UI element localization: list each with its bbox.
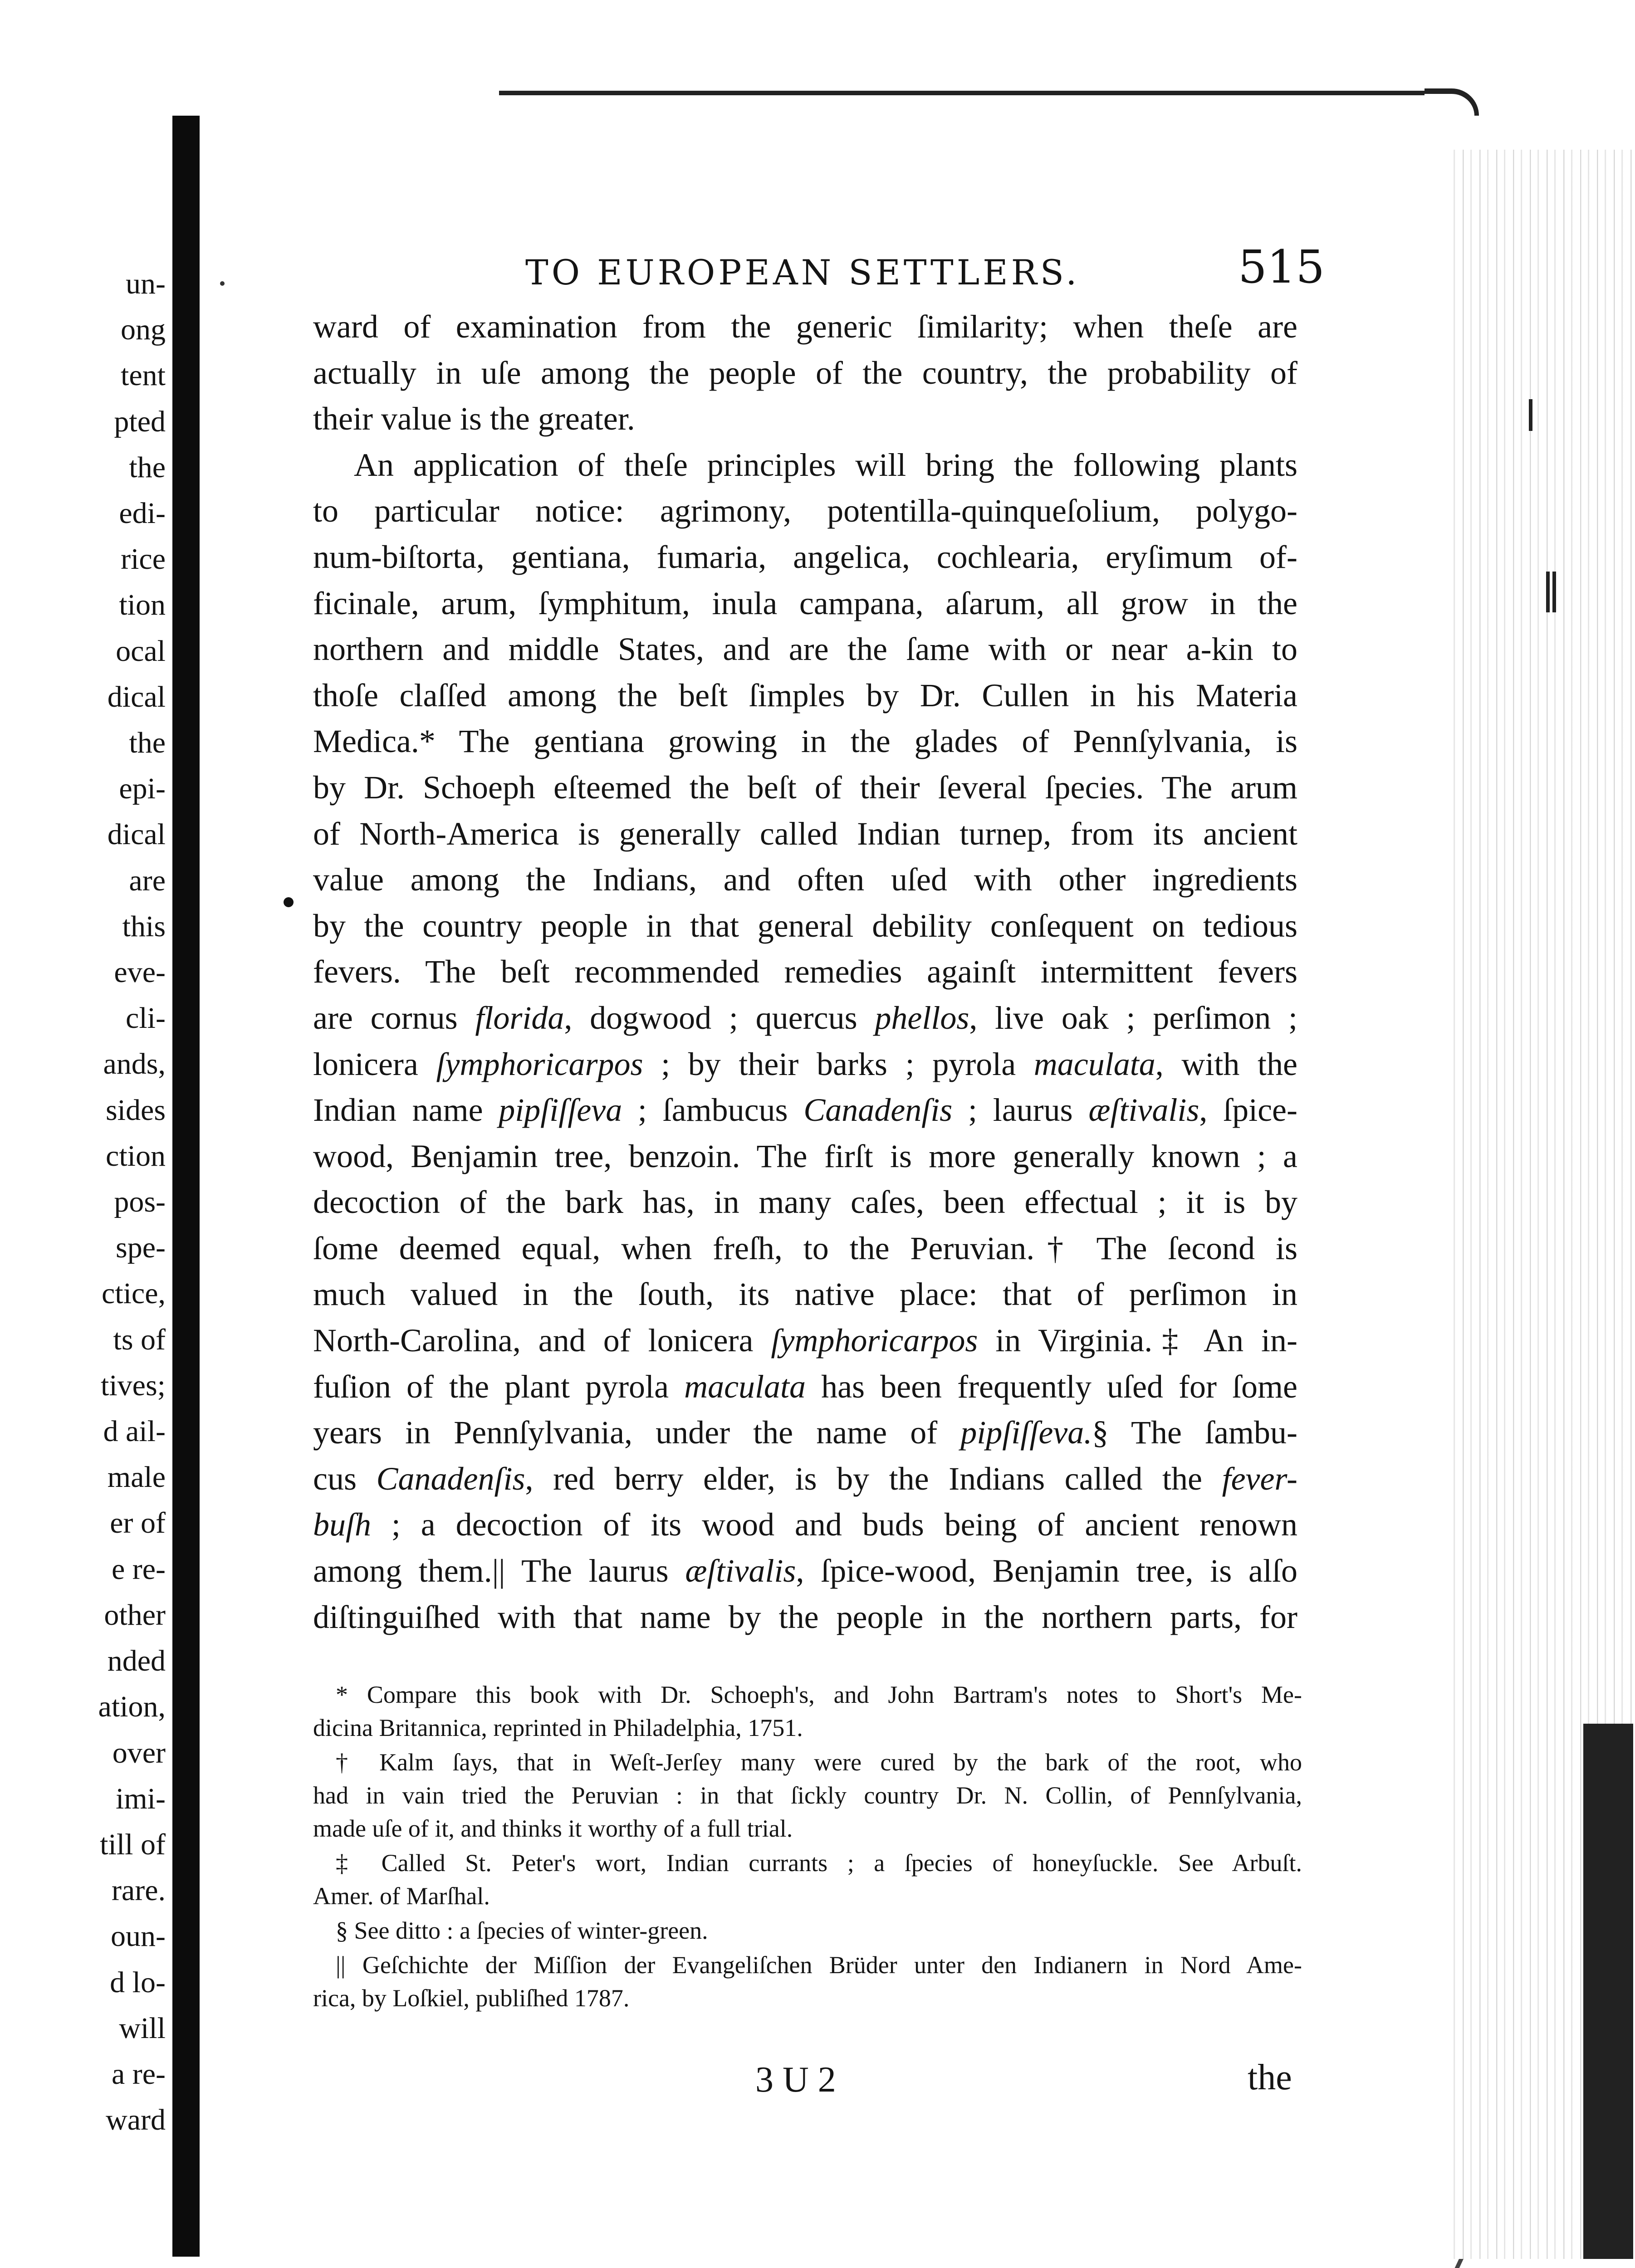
text-line: years in Pennſylvania, under the name of pipſiſſeva.§ The ſambu- xyxy=(313,1414,1297,1451)
signature-mark: 3 U 2 xyxy=(755,2060,836,2100)
binding-gutter-shadow xyxy=(172,116,200,2257)
printer-dot xyxy=(220,281,225,286)
text-line: diſtinguiſhed with that name by the people in the northern parts, for xyxy=(313,1598,1297,1635)
margin-fragment: ctice, xyxy=(101,1277,166,1310)
margin-fragment: d lo- xyxy=(110,1965,166,1999)
text-line: to particular notice: agrimony, potentilla-quinqueſolium, polygo- xyxy=(313,493,1297,529)
margin-fragment: male xyxy=(107,1461,166,1494)
text-line: ficinale, arum, ſymphitum, inula campana, aſarum, all grow in the xyxy=(313,585,1297,621)
margin-fragment: are xyxy=(129,864,166,897)
text-line: cus Canadenſis, red berry elder, is by the Indians called the fever- xyxy=(313,1460,1297,1497)
margin-fragment: pted xyxy=(114,405,166,438)
text-line: thoſe claſſed among the beſt ſimples by Dr. Cullen in his Materia xyxy=(313,677,1297,714)
edge-scan-marks xyxy=(1529,399,1556,626)
margin-fragment: un- xyxy=(126,267,166,300)
margin-fragment: ocal xyxy=(116,634,166,668)
margin-fragment: ation, xyxy=(98,1690,166,1724)
text-line: Indian name pipſiſſeva ; ſambucus Canadenſis ; laurus æſtivalis, ſpice- xyxy=(313,1092,1297,1129)
text-line: much valued in the ſouth, its native place: that of perſimon in xyxy=(313,1276,1297,1313)
margin-fragment: pos- xyxy=(114,1185,166,1219)
text-line: num-biſtorta, gentiana, fumaria, angelica, cochlearia, eryſimum of- xyxy=(313,538,1297,575)
text-line: among them.|| The laurus æſtivalis, ſpice-wood, Benjamin tree, is alſo xyxy=(313,1553,1297,1589)
footnotes xyxy=(313,1678,1302,2016)
text-line: decoction of the bark has, in many caſes, been effectual ; it is by xyxy=(313,1184,1297,1221)
margin-fragment: ward xyxy=(106,2103,166,2137)
margin-fragment: ands, xyxy=(103,1047,166,1081)
text-line: wood, Benjamin tree, benzoin. The firſt is more generally known ; a xyxy=(313,1138,1297,1174)
margin-fragment: till of xyxy=(100,1828,166,1861)
margin-fragment: rice xyxy=(121,543,166,576)
margin-fragment: ong xyxy=(121,313,166,347)
bottom-corner-mark xyxy=(1408,2259,1563,2268)
facing-page-fragments xyxy=(0,261,170,2143)
margin-fragment: rare. xyxy=(111,1874,166,1907)
text-line: by the country people in that general debility conſequent on tedious xyxy=(313,907,1297,944)
text-line: lonicera ſymphoricarpos ; by their barks ; pyrola maculata, with the xyxy=(313,1046,1298,1082)
margin-fragment: the xyxy=(129,450,166,484)
margin-fragment: d ail- xyxy=(103,1415,166,1448)
text-line: fuſion of the plant pyrola maculata has been frequently uſed for ſome xyxy=(313,1368,1297,1405)
margin-fragment: e re- xyxy=(111,1552,166,1586)
text-line: northern and middle States, and are the ſame with or near a-kin to xyxy=(313,631,1297,668)
main-text xyxy=(313,304,1297,1640)
margin-fragment: tion xyxy=(119,588,166,622)
margin-fragment: ction xyxy=(106,1139,166,1173)
margin-fragment: will xyxy=(119,2011,166,2045)
text-line: North-Carolina, and of lonicera ſymphoricarpos in Virginia.‡ An in- xyxy=(313,1322,1297,1359)
footnote-4: § See ditto : a ſpecies of winter-green. xyxy=(336,1917,708,1944)
margin-fragment: dical xyxy=(107,818,166,851)
text-line: Medica.* The gentiana growing in the glades of Pennſylvania, is xyxy=(313,723,1297,760)
text-line: buſh ; a decoction of its wood and buds being of ancient renown xyxy=(313,1506,1297,1543)
margin-fragment: ts of xyxy=(113,1323,166,1356)
margin-fragment: the xyxy=(129,726,166,760)
right-edge-dark-band xyxy=(1583,1724,1633,2259)
text-line: are cornus florida, dogwood ; quercus phellos, live oak ; perſimon ; xyxy=(313,999,1298,1036)
margin-fragment: tives; xyxy=(101,1369,166,1402)
footnote-2: † Kalm ſays, that in Weſt-Jerſey many were cured by the bark of the root, who had in vain tried the Peruvian : in that ſickly country Dr. N. Collin, of Pennſylvania, made uſe of it, and thinks it worthy of a full trial. xyxy=(313,1749,1302,1842)
text-line: of North-America is generally called Indian turnep, from its ancient xyxy=(313,815,1297,852)
text-line: by Dr. Schoeph eſteemed the beſt of their ſeveral ſpecies. The arum xyxy=(313,769,1297,806)
margin-fragment: cli- xyxy=(126,1002,166,1035)
text-line: fevers. The beſt recommended remedies againſt intermittent fevers xyxy=(313,953,1297,990)
margin-fragment: tent xyxy=(121,359,166,392)
margin-fragment: spe- xyxy=(116,1231,166,1265)
text-line: An application of theſe principles will bring the following plants xyxy=(354,446,1297,483)
margin-fragment: edi- xyxy=(119,497,166,530)
text-line: actually in uſe among the people of the country, the probability of xyxy=(313,354,1297,391)
margin-fragment: nded xyxy=(107,1644,166,1678)
margin-fragment: over xyxy=(112,1736,166,1769)
margin-fragment: this xyxy=(122,909,166,943)
top-border-rule xyxy=(499,91,1425,95)
text-line: value among the Indians, and often uſed with other ingredients xyxy=(313,861,1297,898)
footnote-1: * Compare this book with Dr. Schoeph's, and John Bartram's notes to Short's Me- dicina Britannica, reprinted in Philadelphia, 1751. xyxy=(313,1681,1302,1741)
catchword: the xyxy=(1248,2058,1292,2097)
margin-fragment: epi- xyxy=(119,772,166,806)
ink-blot xyxy=(284,897,294,907)
footnote-5: || Geſchichte der Miſſion der Evangeliſchen Brüder unter den Indianern in Nord Ame- rica, by Loſkiel, publiſhed 1787. xyxy=(313,1951,1302,2012)
page-header xyxy=(313,240,1325,299)
margin-fragment: eve- xyxy=(114,956,166,989)
text-line: ſome deemed equal, when freſh, to the Peruvian.† The ſecond is xyxy=(313,1230,1297,1266)
text-line: their value is the greater. xyxy=(313,401,635,437)
page-corner-curl xyxy=(1425,88,1479,116)
margin-fragment: a re- xyxy=(111,2057,166,2091)
margin-fragment: imi- xyxy=(116,1782,166,1815)
text-line: ward of examination from the generic ſimilarity; when theſe are xyxy=(313,308,1297,345)
footnote-3: ‡ Called St. Peter's wort, Indian currants ; a ſpecies of honeyſuckle. See Arbuſt. Amer. of Marſhal. xyxy=(313,1849,1302,1910)
margin-fragment: oun- xyxy=(111,1920,166,1953)
margin-fragment: sides xyxy=(106,1093,166,1127)
page-number: 515 xyxy=(1238,240,1325,293)
margin-fragment: other xyxy=(104,1598,166,1632)
margin-fragment: dical xyxy=(107,680,166,714)
margin-fragment: er of xyxy=(110,1506,166,1540)
running-head: TO EUROPEAN SETTLERS. xyxy=(525,252,1080,293)
